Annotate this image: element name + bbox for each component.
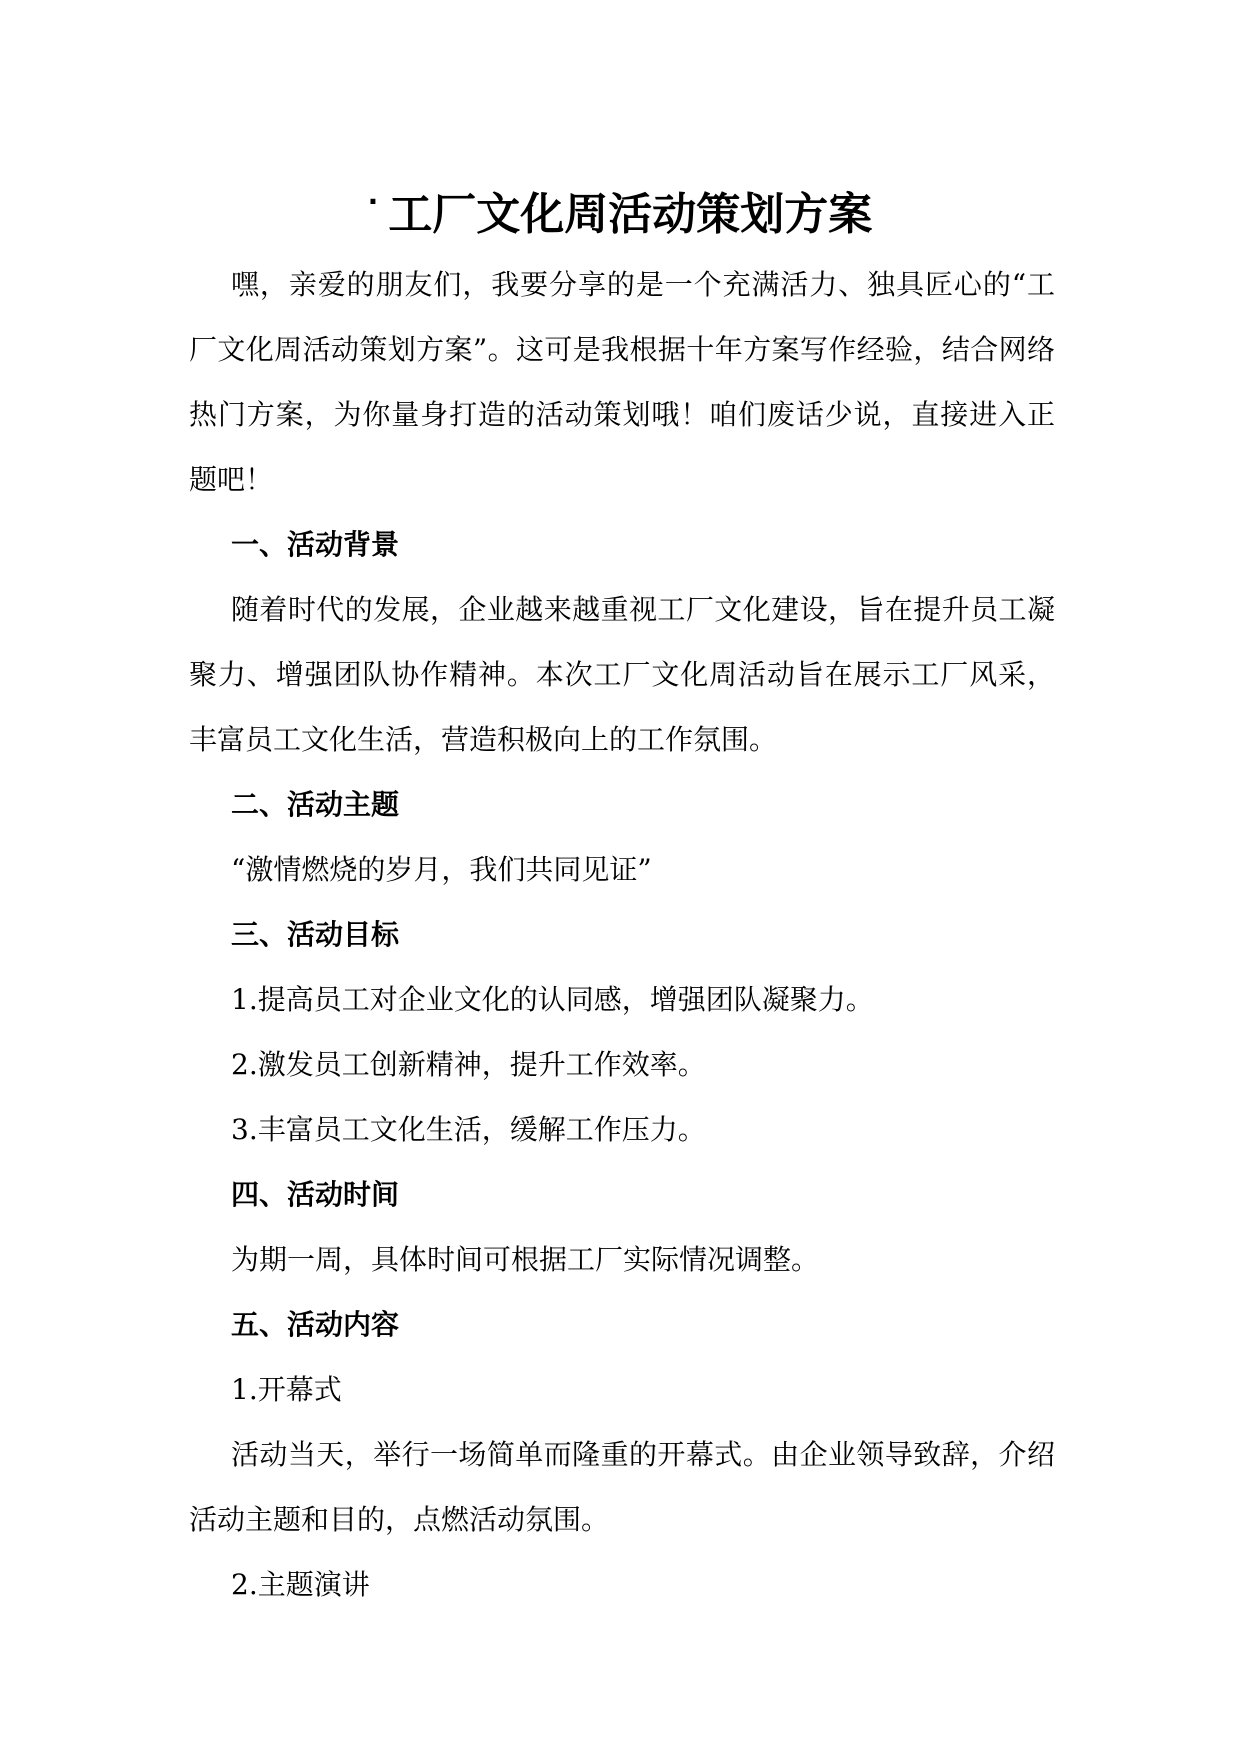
intro-paragraph: 嘿，亲爱的朋友们，我要分享的是一个充满活力、独具匠心的“工厂文化周活动策划方案”。这可是我根据十年方案写作经验，结合网络热门方案，为你量身打造的活动策划哦！咱们废话少说，直接进入正题吧！ bbox=[189, 268, 1055, 496]
content-item-2-title: 2.主题演讲 bbox=[231, 1568, 370, 1601]
content-item-1-title: 1.开幕式 bbox=[231, 1373, 342, 1406]
title-mark: · bbox=[367, 185, 379, 218]
goal-item-3: 3.丰富员工文化生活，缓解工作压力。 bbox=[231, 1113, 706, 1146]
section-heading-time: 四、活动时间 bbox=[231, 1178, 400, 1211]
section-heading-theme: 二、活动主题 bbox=[231, 788, 400, 821]
title-text: 工厂文化周活动策划方案 bbox=[388, 189, 873, 240]
section-heading-goals: 三、活动目标 bbox=[231, 918, 400, 951]
theme-slogan: “激情燃烧的岁月，我们共同见证” bbox=[231, 853, 652, 886]
goal-item-1: 1.提高员工对企业文化的认同感，增强团队凝聚力。 bbox=[231, 983, 874, 1016]
section-heading-background: 一、活动背景 bbox=[231, 528, 400, 561]
goal-item-2: 2.激发员工创新精神，提升工作效率。 bbox=[231, 1048, 706, 1081]
time-paragraph: 为期一周，具体时间可根据工厂实际情况调整。 bbox=[231, 1243, 820, 1276]
document-body bbox=[189, 252, 1055, 1617]
content-item-1-paragraph: 活动当天，举行一场简单而隆重的开幕式。由企业领导致辞，介绍活动主题和目的，点燃活动氛围。 bbox=[189, 1438, 1055, 1536]
section-heading-content: 五、活动内容 bbox=[231, 1308, 400, 1341]
document-title bbox=[0, 172, 1240, 245]
background-paragraph: 随着时代的发展，企业越来越重视工厂文化建设，旨在提升员工凝聚力、增强团队协作精神。本次工厂文化周活动旨在展示工厂风采，丰富员工文化生活，营造积极向上的工作氛围。 bbox=[189, 593, 1055, 756]
